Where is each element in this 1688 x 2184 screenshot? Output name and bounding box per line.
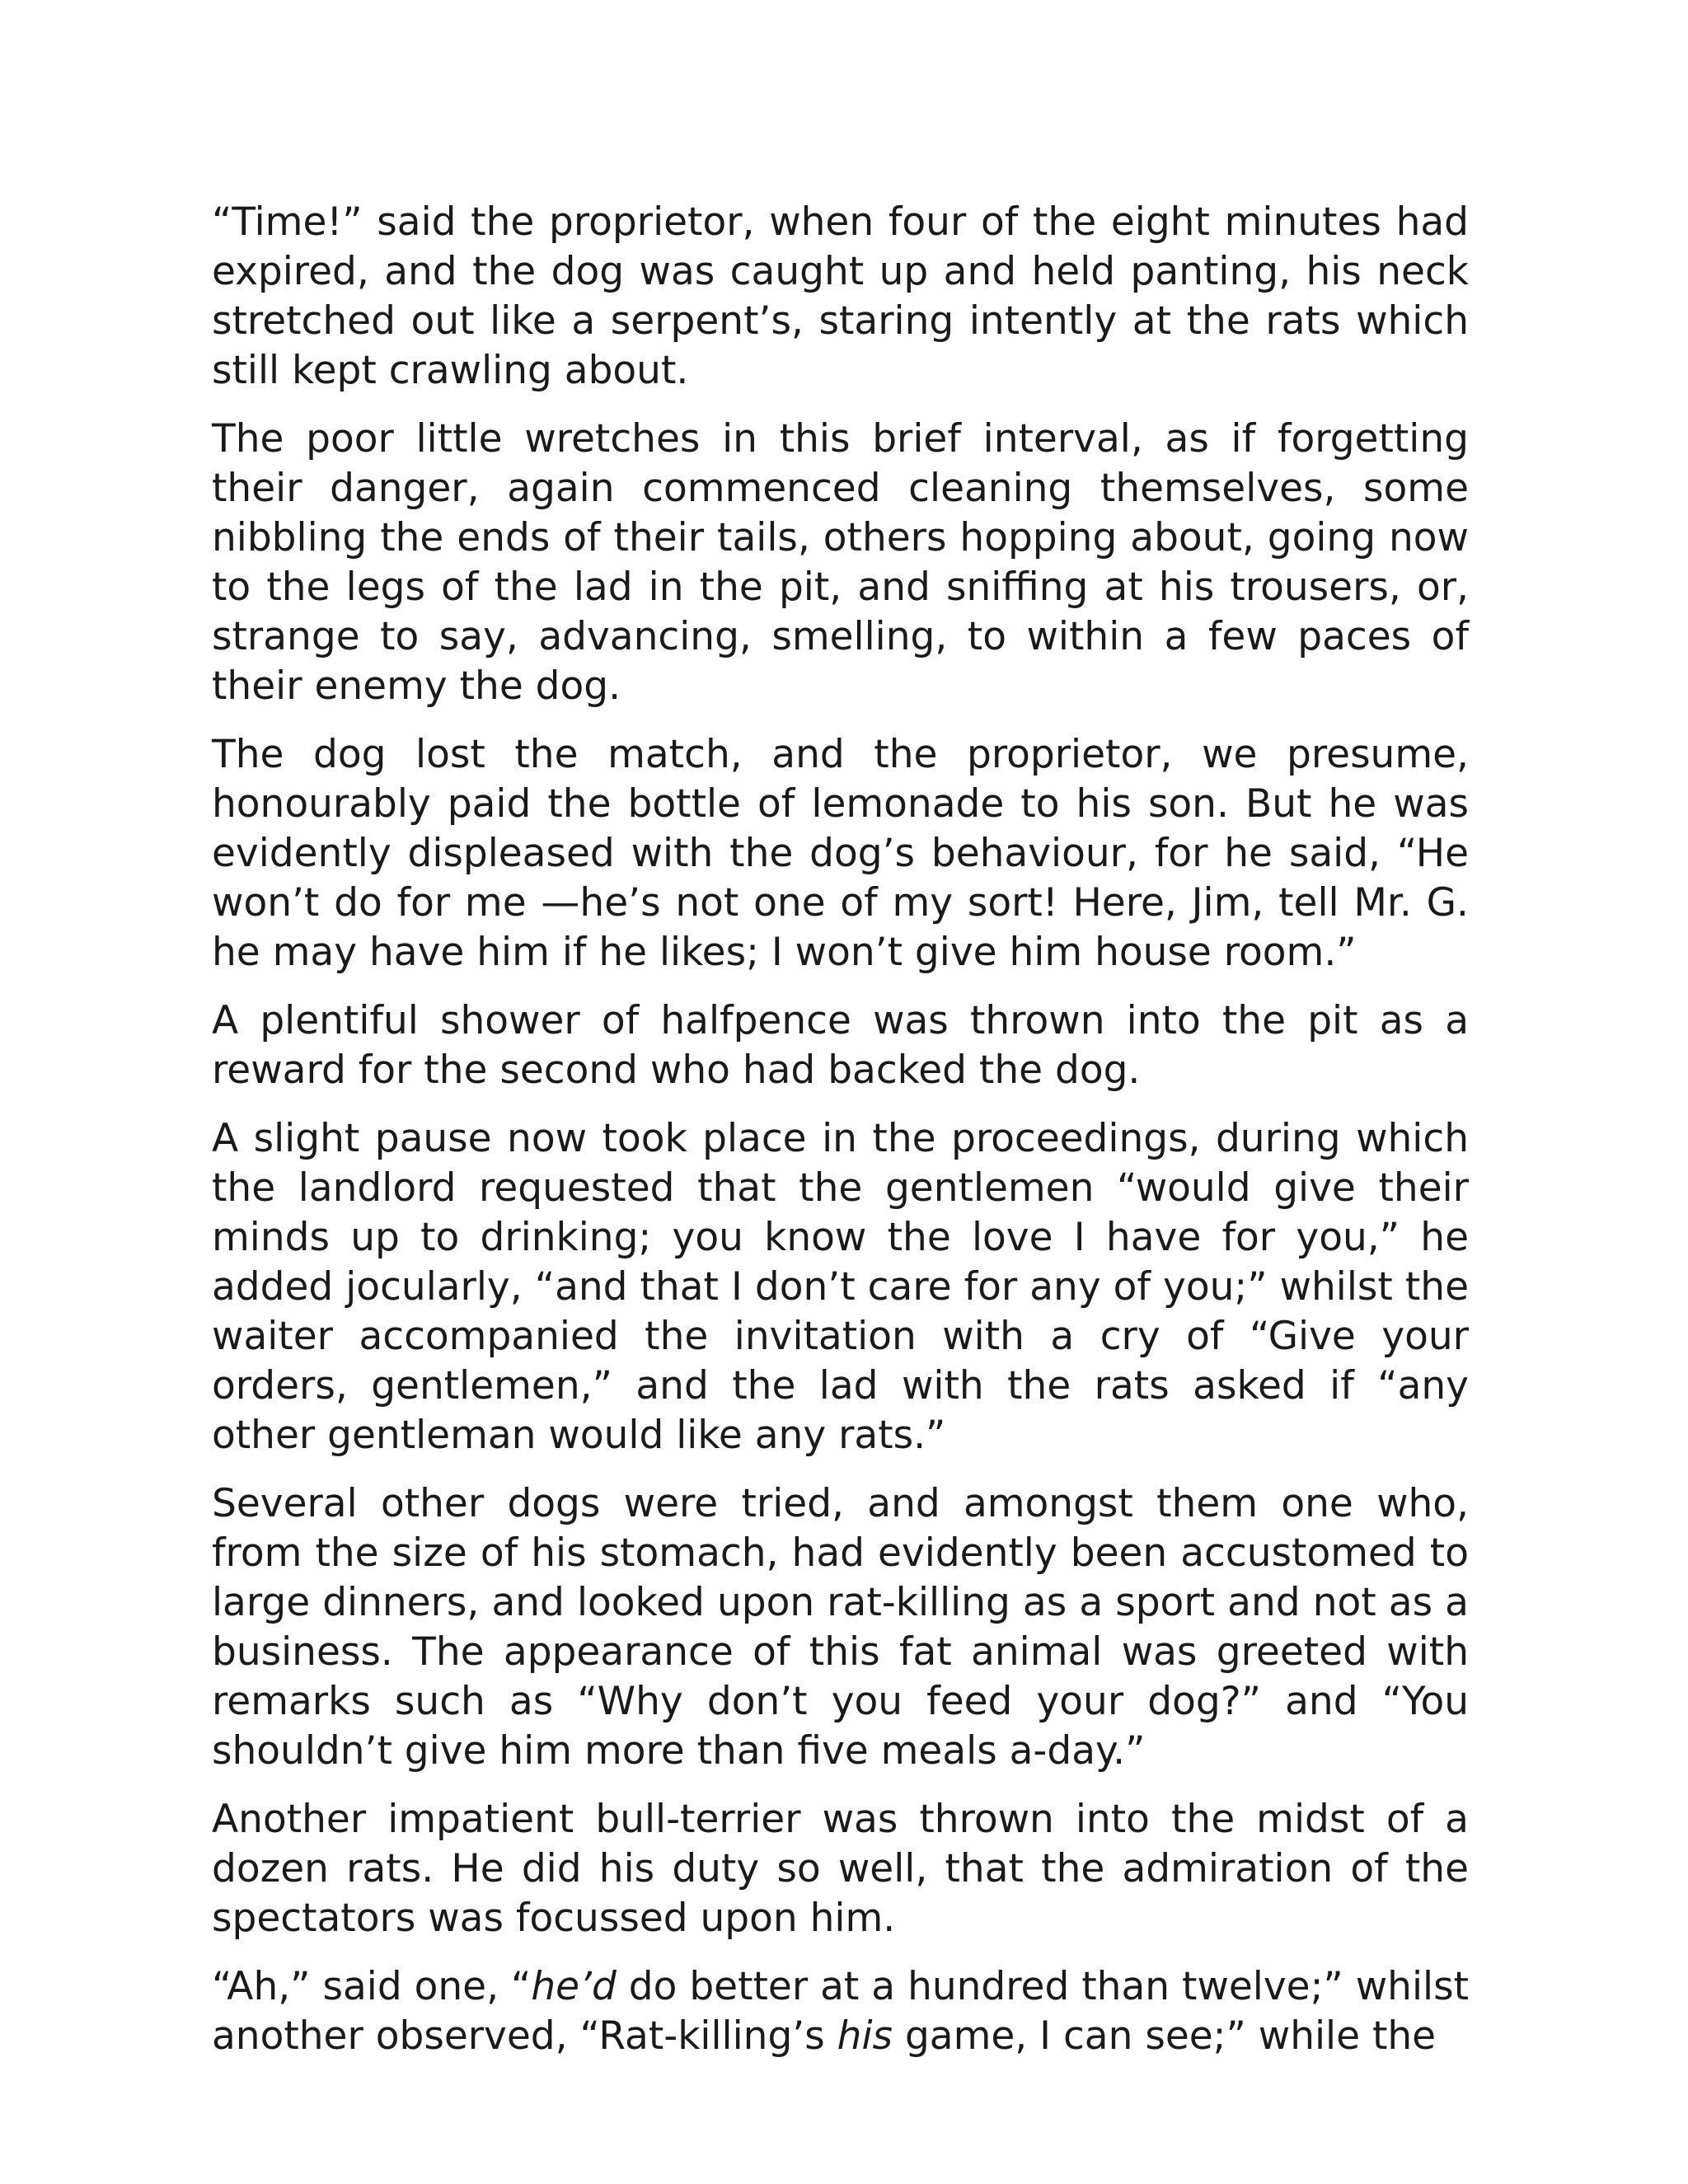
paragraph-3 [212, 730, 1469, 977]
italic-text-run: his [837, 2013, 893, 2059]
paragraph-4 [212, 996, 1469, 1095]
paragraph-7 [212, 1795, 1469, 1943]
paragraph-8 [212, 1962, 1469, 2061]
text-run: Another impatient bull-terrier was thrown into the midst of a dozen rats. He did his duty so well, that the admiration of the spectators was focussed upon him. [212, 1797, 1469, 1941]
paragraph-1 [212, 198, 1469, 396]
paragraph-2 [212, 415, 1469, 711]
paragraph-5 [212, 1114, 1469, 1460]
text-run: “Ah,” said one, “ [212, 1964, 532, 2009]
text-run: game, I can see;” while the [893, 2013, 1437, 2059]
text-run: Several other dogs were tried, and amongst them one who, from the size of his stomach, had evidently been accustomed to large dinners, and looked upon rat-killing as a sport and not as a business. The appearance of this fat animal was greeted with remarks such as “Why don’t you feed your dog?” and “You shouldn’t give him more than five meals a-day.” [212, 1481, 1469, 1774]
text-run: A plentiful shower of halfpence was thrown into the pit as a reward for the second who had backed the dog. [212, 998, 1469, 1093]
italic-text-run: he’d [531, 1964, 617, 2009]
text-run: The dog lost the match, and the proprietor, we presume, honourably paid the bottle of lemonade to his son. But he was evidently displeased with the dog’s behaviour, for he said, “He won’t do for me —he’s not one of my sort! Here, Jim, tell Mr. G. he may have him if he likes; I won’t give him house room.” [212, 732, 1469, 975]
text-run: A slight pause now took place in the proceedings, during which the landlord requested that the gentlemen “would give their minds up to drinking; you know the love I have for you,” he added jocularly, “and that I don’t care for any of you;” whilst the waiter accompanied the invitation with a cry of “Give your orders, gentlemen,” and the lad with the rats asked if “any other gentleman would like any rats.” [212, 1116, 1469, 1458]
paragraph-6 [212, 1479, 1469, 1776]
text-run: do better at a hundred than twelve;” whilst another observed, “Rat-killing’s [212, 1964, 1469, 2059]
text-run: “Time!” said the proprietor, when four of the eight minutes had expired, and the dog was caught up and held panting, his neck stretched out like a serpent’s, staring intently at the rats which still kept crawling about. [212, 199, 1469, 393]
text-run: The poor little wretches in this brief interval, as if forgetting their danger, again commenced cleaning themselves, some nibbling the ends of their tails, others hopping about, going now to the legs of the lad in the pit, and sniffing at his trousers, or, strange to say, advancing, smelling, to within a few paces of their enemy the dog. [212, 416, 1469, 709]
page-body [212, 198, 1469, 2080]
